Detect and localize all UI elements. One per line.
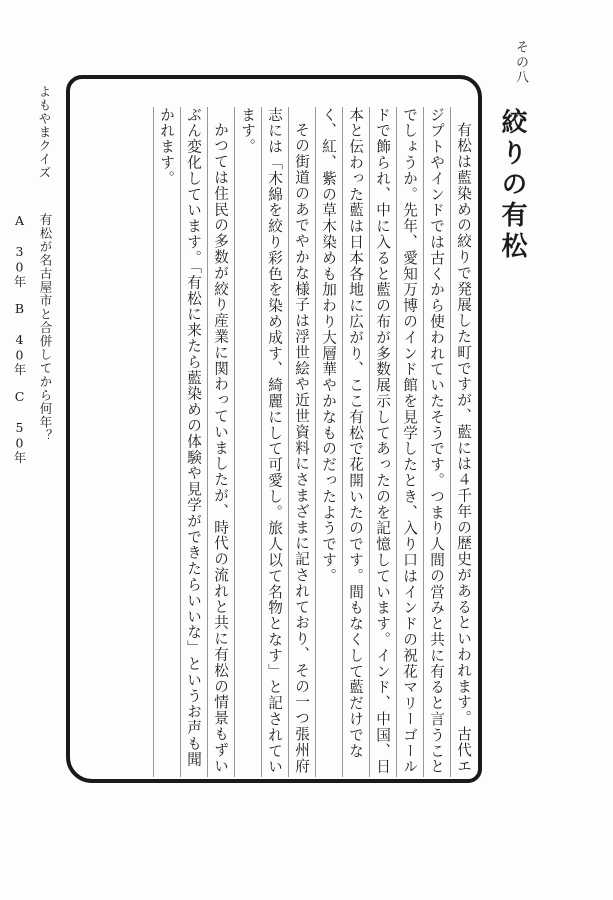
article-paragraph-1: 有松は藍染めの絞りで発展した町ですが、藍には４千年の歴史があるといわれます。古代エジプトやインドでは古くから使われていたそうです。つまり人間の営みと共に有ると言うことでしょうか。先年、愛知万博のインド館を見学したとき、入り口はインドの祝花マリーゴールドで飾られ、中に入ると藍の布が多数展示してあったのを記憶しています。インド、中国、日本と伝わった藍は日本各地に広がり、ここ有松で花開いたのです。間もなくして藍だけでなく、紅、紫の草木染めも加わり大層華やかなものだったようです。	[320, 107, 472, 775]
series-label: その八	[513, 40, 528, 85]
page-title: 絞りの有松	[497, 108, 527, 263]
article-paragraph-2: その街道のあでやかな様子は浮世絵や近世資料にさまざまに記されており、その一つ張州府志には「木綿を絞り彩色を染め成す、綺麗にして可愛し。旅人以て名物となす」と記されています。	[239, 107, 310, 775]
quiz-label: よもやまクイズ	[37, 85, 52, 180]
article-body	[153, 107, 477, 777]
quiz-question: 有松が名古屋市と合併してから何年？	[38, 213, 53, 443]
quiz-options: A 30年 B 40年 C 50年	[12, 213, 27, 464]
article-paragraph-3: かつては住民の多数が絞り産業に関わっていましたが、時代の流れと共に有松の情景もずいぶん変化しています。「有松に来たら藍染めの体験や見学ができたらいいな」というお声も聞かれます。	[158, 107, 229, 774]
